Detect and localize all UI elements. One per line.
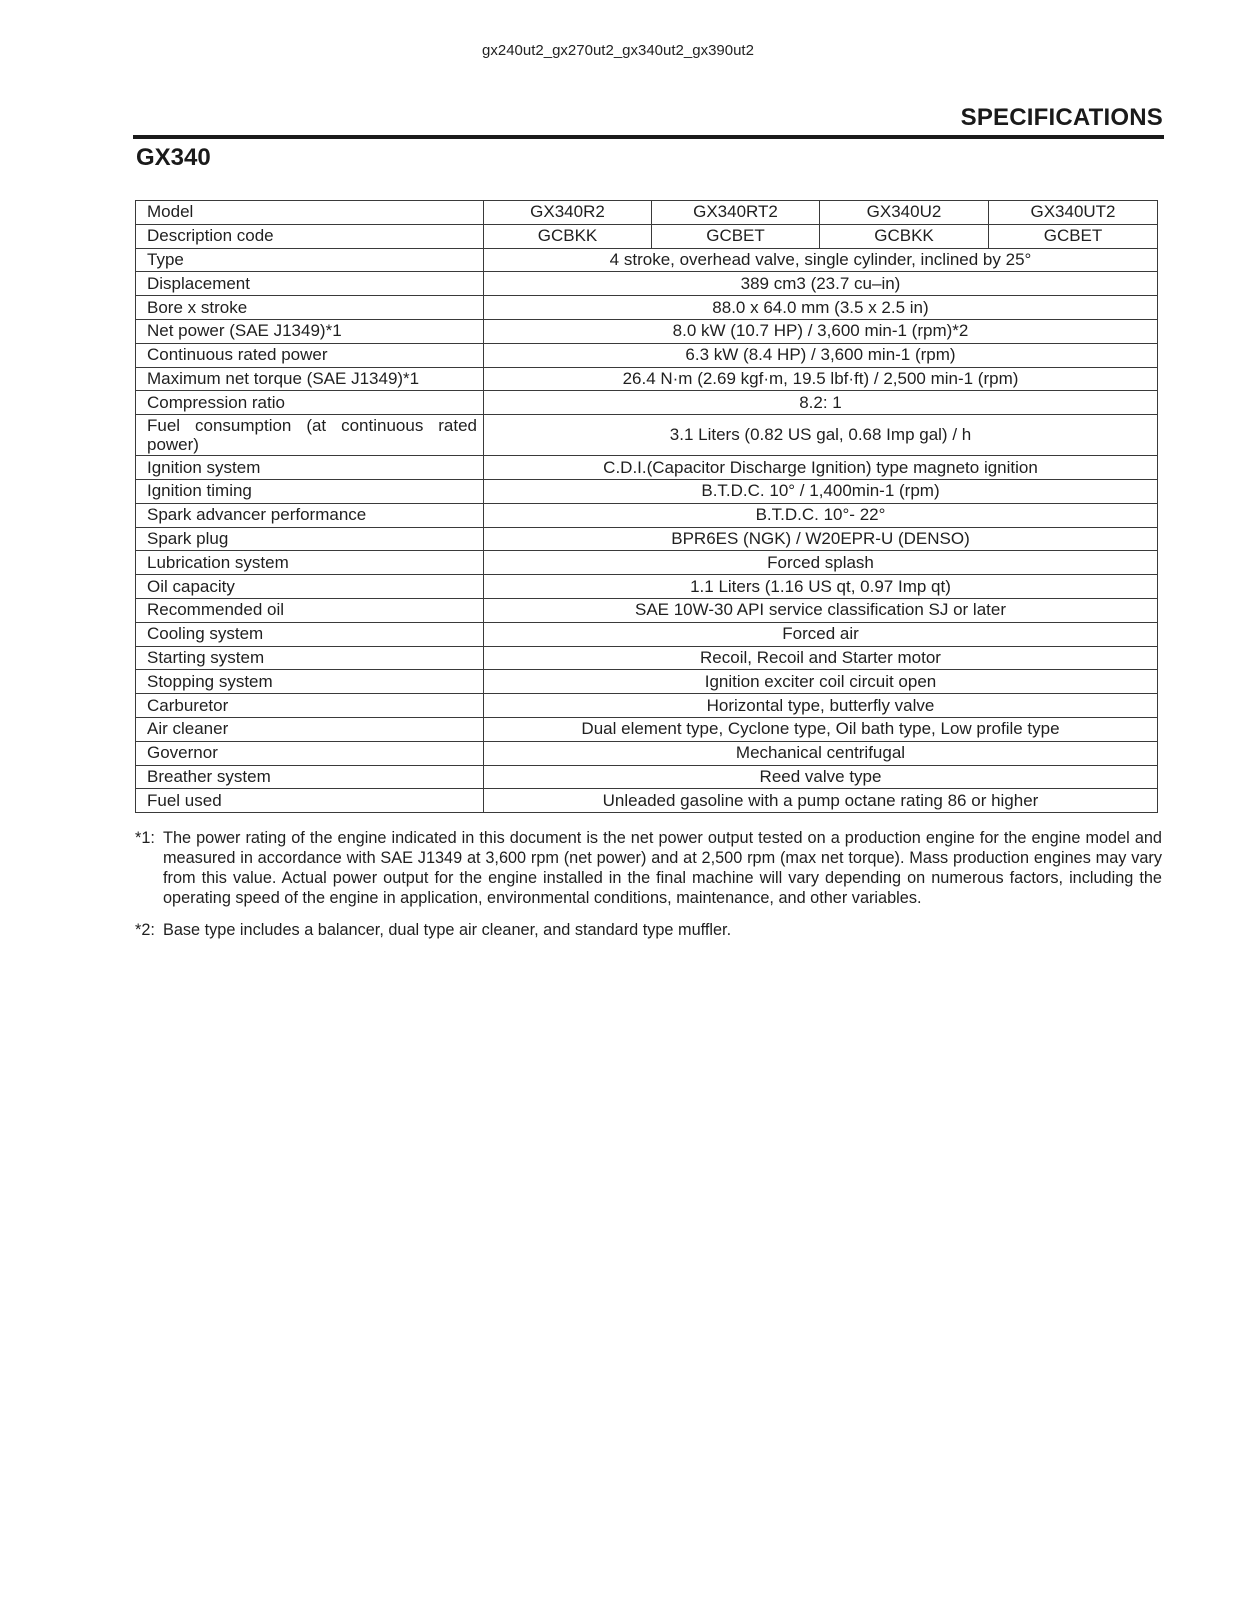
table-row <box>136 717 1158 741</box>
row-value: B.T.D.C. 10° / 1,400min-1 (rpm) <box>484 479 1158 503</box>
header-rule <box>133 135 1164 139</box>
row-value: Forced splash <box>484 551 1158 575</box>
description-code-cell: GCBET <box>989 224 1158 248</box>
table-row <box>136 622 1158 646</box>
table-row <box>136 741 1158 765</box>
row-label: Ignition system <box>136 456 484 480</box>
footnote-mark: *2: <box>135 921 155 939</box>
table-row <box>136 367 1158 391</box>
model-cell: GX340UT2 <box>989 201 1158 225</box>
table-row-model <box>136 201 1158 225</box>
row-value: 26.4 N·m (2.69 kgf·m, 19.5 lbf·ft) / 2,500 min-1 (rpm) <box>484 367 1158 391</box>
table-row <box>136 551 1158 575</box>
row-label: Spark plug <box>136 527 484 551</box>
section-title: SPECIFICATIONS <box>960 104 1163 131</box>
row-label: Model <box>136 201 484 225</box>
row-value: C.D.I.(Capacitor Discharge Ignition) type magneto ignition <box>484 456 1158 480</box>
table-row-description-code <box>136 224 1158 248</box>
specifications-table-body <box>136 201 1158 813</box>
row-label: Ignition timing <box>136 479 484 503</box>
footnote-1 <box>135 828 1162 908</box>
row-value: Forced air <box>484 622 1158 646</box>
description-code-cell: GCBKK <box>484 224 652 248</box>
footnote-text: Base type includes a balancer, dual type air cleaner, and standard type muffler. <box>163 921 732 939</box>
table-row <box>136 272 1158 296</box>
row-label: Fuel consumption (at continuous rated power) <box>136 415 484 456</box>
row-value: BPR6ES (NGK) / W20EPR-U (DENSO) <box>484 527 1158 551</box>
row-label: Net power (SAE J1349)*1 <box>136 319 484 343</box>
table-row <box>136 296 1158 320</box>
row-label: Cooling system <box>136 622 484 646</box>
row-label: Stopping system <box>136 670 484 694</box>
row-value: Reed valve type <box>484 765 1158 789</box>
row-label: Displacement <box>136 272 484 296</box>
specifications-table <box>135 200 1158 813</box>
table-row <box>136 479 1158 503</box>
table-row <box>136 694 1158 718</box>
model-title: GX340 <box>136 144 211 171</box>
row-label: Compression ratio <box>136 391 484 415</box>
row-label: Starting system <box>136 646 484 670</box>
footnote-text: The power rating of the engine indicated in this document is the net power output tested on a production engine for the engine model and measured in accordance with SAE J1349 at 3,600 rpm (net power) and at 2,500 rpm (max net torque). Mass production engines may vary from this value. Actual power output for the engine installed in the final machine will vary depending on numerous factors, including the operating speed of the engine in application, environmental conditions, maintenance, and other variables. <box>163 829 1162 907</box>
footnotes <box>135 828 1162 940</box>
row-label: Continuous rated power <box>136 343 484 367</box>
row-label: Breather system <box>136 765 484 789</box>
row-label: Governor <box>136 741 484 765</box>
footnote-2 <box>135 920 1162 940</box>
table-row <box>136 765 1158 789</box>
row-label: Spark advancer performance <box>136 503 484 527</box>
row-label: Carburetor <box>136 694 484 718</box>
table-row <box>136 598 1158 622</box>
table-row <box>136 456 1158 480</box>
row-label: Fuel used <box>136 789 484 813</box>
row-value: 8.2: 1 <box>484 391 1158 415</box>
row-value: 6.3 kW (8.4 HP) / 3,600 min-1 (rpm) <box>484 343 1158 367</box>
row-label: Maximum net torque (SAE J1349)*1 <box>136 367 484 391</box>
row-value: 88.0 x 64.0 mm (3.5 x 2.5 in) <box>484 296 1158 320</box>
row-value: 4 stroke, overhead valve, single cylinder, inclined by 25° <box>484 248 1158 272</box>
row-label: Lubrication system <box>136 551 484 575</box>
row-value: Recoil, Recoil and Starter motor <box>484 646 1158 670</box>
row-value: Mechanical centrifugal <box>484 741 1158 765</box>
row-label: Air cleaner <box>136 717 484 741</box>
table-row <box>136 503 1158 527</box>
row-value: 389 cm3 (23.7 cu–in) <box>484 272 1158 296</box>
row-label: Type <box>136 248 484 272</box>
table-row <box>136 575 1158 599</box>
row-label: Description code <box>136 224 484 248</box>
table-row <box>136 248 1158 272</box>
file-name-header: gx240ut2_gx270ut2_gx340ut2_gx390ut2 <box>482 42 754 59</box>
row-value: B.T.D.C. 10°- 22° <box>484 503 1158 527</box>
row-value: Horizontal type, butterfly valve <box>484 694 1158 718</box>
table-row <box>136 670 1158 694</box>
row-value: Unleaded gasoline with a pump octane rating 86 or higher <box>484 789 1158 813</box>
row-label: Recommended oil <box>136 598 484 622</box>
row-value: Dual element type, Cyclone type, Oil bath type, Low profile type <box>484 717 1158 741</box>
table-row <box>136 789 1158 813</box>
description-code-cell: GCBET <box>652 224 820 248</box>
row-value: SAE 10W-30 API service classification SJ or later <box>484 598 1158 622</box>
model-cell: GX340R2 <box>484 201 652 225</box>
description-code-cell: GCBKK <box>820 224 989 248</box>
row-value: Ignition exciter coil circuit open <box>484 670 1158 694</box>
footnote-mark: *1: <box>135 829 155 847</box>
row-value: 1.1 Liters (1.16 US qt, 0.97 Imp qt) <box>484 575 1158 599</box>
row-value: 3.1 Liters (0.82 US gal, 0.68 Imp gal) / h <box>484 415 1158 456</box>
table-row <box>136 343 1158 367</box>
table-row <box>136 391 1158 415</box>
table-row <box>136 415 1158 456</box>
row-value: 8.0 kW (10.7 HP) / 3,600 min-1 (rpm)*2 <box>484 319 1158 343</box>
model-cell: GX340RT2 <box>652 201 820 225</box>
table-row <box>136 646 1158 670</box>
model-cell: GX340U2 <box>820 201 989 225</box>
row-label: Bore x stroke <box>136 296 484 320</box>
table-row <box>136 527 1158 551</box>
row-label: Oil capacity <box>136 575 484 599</box>
table-row <box>136 319 1158 343</box>
